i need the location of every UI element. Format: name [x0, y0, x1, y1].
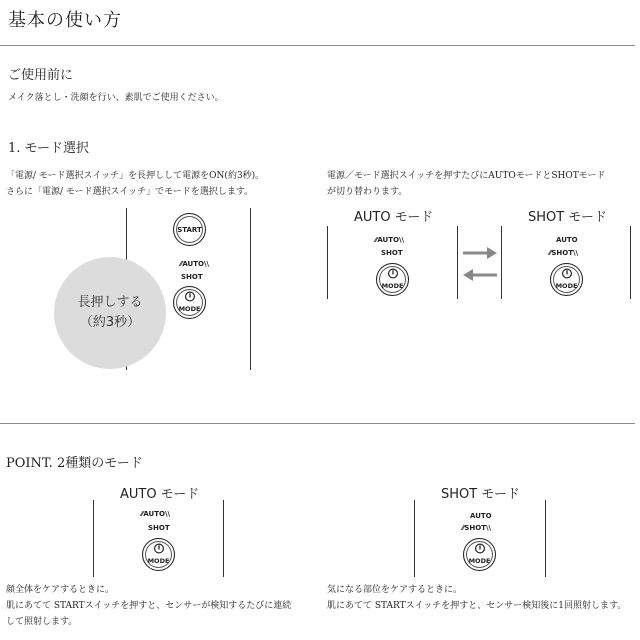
shot-device-outline-right [630, 226, 631, 299]
point-shot-shot-label: SHOT [464, 524, 486, 532]
point-shot-mode-label: MODE [468, 557, 491, 565]
shot-device-auto-indicator: AUTO [556, 236, 578, 244]
led-glow-right-icon: \\ [398, 236, 405, 244]
mode-select-heading: 1. モード選択 [8, 141, 90, 156]
shot-device-shot-label: SHOT [551, 249, 573, 257]
shot-device-mode-button [550, 263, 583, 296]
auto-device-mode-label: MODE [381, 282, 404, 290]
point-shot-text-1: 気になる部位をケアするときに。 [327, 585, 463, 595]
power-icon [387, 268, 398, 279]
point-auto-text-2: 肌にあてて STARTスイッチを押すと、センサーが検知するたびに連続 [6, 601, 292, 611]
shot-mode-label: SHOT モード [528, 210, 607, 225]
power-icon [561, 268, 572, 279]
shot-device-outline-left [501, 226, 502, 299]
point-auto-outline-left [93, 500, 94, 577]
mode-select-right-text-1: 電源／モード選択スイッチを押すたびにAUTOモードとSHOTモード [327, 171, 606, 181]
auto-device-outline-right [457, 226, 458, 299]
auto-mode-label: AUTO モード [354, 210, 434, 225]
led-glow-left-icon: ⁄⁄ [180, 260, 183, 268]
point-auto-mode-label: MODE [147, 557, 170, 565]
point-shot-mode-label: SHOT モード [441, 487, 520, 502]
auto-device-mode-button [376, 263, 409, 296]
point-auto-shot-indicator: SHOT [148, 524, 170, 532]
point-auto-outline-right [223, 500, 224, 577]
mode-select-left-text-2: さらに「電源/ モード選択スイッチ」でモードを選択します。 [6, 187, 254, 197]
led-glow-left-icon: ⁄⁄ [375, 236, 378, 244]
switch-arrows-icon [461, 244, 499, 284]
shot-device-shot-indicator [549, 249, 578, 257]
callout-text-1: 長押しする [77, 295, 143, 310]
led-glow-right-icon: \\ [164, 510, 171, 518]
auto-device-shot-indicator: SHOT [381, 249, 403, 257]
power-icon [184, 291, 195, 302]
before-use-heading: ご使用前に [8, 68, 74, 83]
device-outline-right [250, 208, 251, 370]
long-press-callout [54, 257, 166, 369]
page-title: 基本の使い方 [8, 10, 122, 31]
mode-select-left-text-1: 「電源/ モード選択スイッチ」を長押しして電源をON(約3秒)。 [6, 171, 265, 181]
point-auto-text-3: して照射します。 [6, 617, 78, 627]
mode-button [173, 286, 206, 319]
start-button [173, 213, 206, 246]
mode-label: MODE [178, 305, 201, 313]
auto-device-auto-label: AUTO [377, 236, 399, 244]
auto-device-auto-indicator [375, 236, 404, 244]
point-auto-text-1: 顔全体をケアするときに。 [6, 585, 115, 595]
point-shot-shot-indicator [462, 524, 491, 532]
title-divider [0, 45, 635, 46]
led-glow-right-icon: \\ [485, 524, 492, 532]
callout-text-2: （約3秒） [79, 315, 141, 330]
shot-indicator: SHOT [181, 273, 203, 281]
mode-select-right-text-2: が切り替わります。 [327, 187, 408, 197]
auto-device-outline-left [327, 226, 328, 299]
point-auto-mode-label: AUTO モード [120, 487, 200, 502]
led-glow-left-icon: ⁄⁄ [462, 524, 465, 532]
auto-indicator [180, 260, 209, 268]
point-auto-mode-button [142, 538, 175, 571]
point-shot-text-2: 肌にあてて STARTスイッチを押すと、センサー検知後に1回照射します。 [327, 601, 627, 611]
power-icon [153, 543, 164, 554]
power-icon [474, 543, 485, 554]
auto-indicator-label: AUTO [182, 260, 204, 268]
point-shot-outline-right [545, 500, 546, 577]
shot-device-mode-label: MODE [555, 282, 578, 290]
before-use-text: メイク落とし・洗顔を行い、素肌でご使用ください。 [8, 93, 224, 103]
point-heading: POINT. 2種類のモード [6, 456, 143, 471]
start-label: START [177, 226, 202, 234]
point-auto-auto-indicator [141, 510, 170, 518]
section-divider [0, 423, 635, 424]
led-glow-right-icon: \\ [572, 249, 579, 257]
led-glow-right-icon: \\ [203, 260, 210, 268]
point-shot-mode-button [463, 538, 496, 571]
point-auto-auto-label: AUTO [143, 510, 165, 518]
point-shot-outline-left [414, 500, 415, 577]
point-shot-auto-indicator: AUTO [470, 512, 492, 520]
led-glow-left-icon: ⁄⁄ [141, 510, 144, 518]
led-glow-left-icon: ⁄⁄ [549, 249, 552, 257]
